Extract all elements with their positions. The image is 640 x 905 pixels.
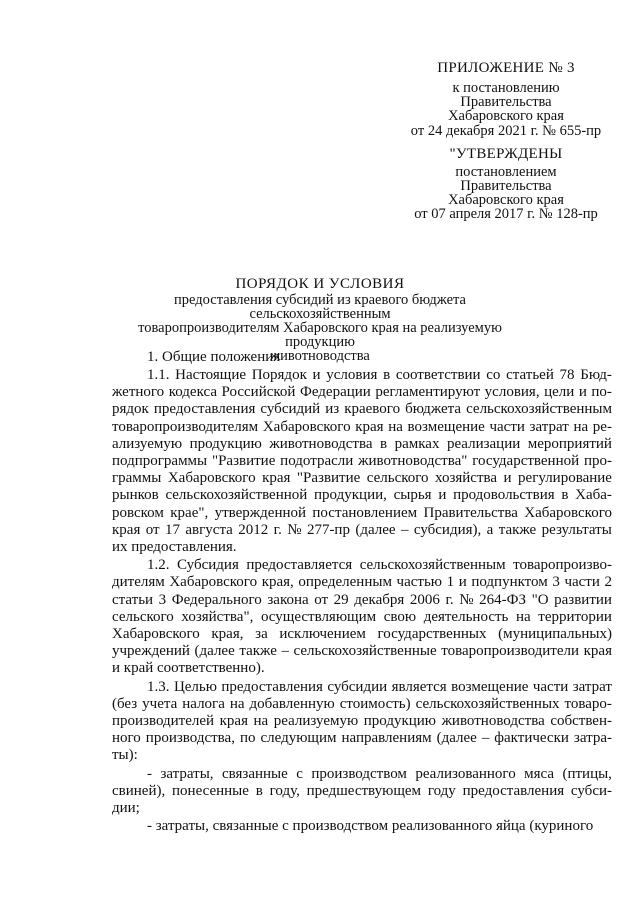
paragraph: [112, 557, 612, 677]
paragraph-line: - затраты, связанные с производством реализованного мяса (птицы,: [147, 765, 612, 782]
paragraph-line: производителей края на реализуемую продукцию животноводства собствен-: [112, 713, 612, 730]
paragraph-line: 1.2. Субсидия предоставляется сельскохозяйственным товаропроизво-: [147, 557, 612, 574]
paragraph-line: их предоставления.: [112, 539, 237, 556]
paragraph-line: дии;: [112, 800, 140, 817]
paragraph-line: Хабаровского края, за исключением государственных (муниципальных): [112, 626, 612, 643]
section-body: [112, 367, 612, 836]
appendix-date: от 24 декабря 2021 г. № 655-пр: [410, 123, 602, 139]
paragraph-line: свиней), понесенные в году, предшествующем году предоставления субси-: [112, 782, 612, 799]
paragraph-line: подпрограммы "Развитие подотрасли животноводства" государственной про-: [112, 453, 612, 470]
paragraph-line: края от 17 августа 2012 г. № 277-пр (далее – субсидия), а также результаты: [112, 521, 612, 538]
approved-date: от 07 апреля 2017 г. № 128-пр: [414, 206, 598, 222]
paragraph-line: ного производства, по следующим направлениям (далее – фактически затра-: [112, 730, 612, 747]
appendix-resolution: [386, 81, 626, 123]
paragraph: [112, 367, 612, 556]
paragraph: [112, 818, 612, 835]
paragraph-line: рядок предоставления субсидий из краевого бюджета сельскохозяйственным: [112, 401, 612, 418]
approved-resolution-line: постановлением: [455, 164, 557, 180]
paragraph-line: жетного кодекса Российской Федерации регламентируют условия, цели и по-: [112, 384, 612, 401]
document-subtitle-line: предоставления субсидий из краевого бюджета сельскохозяйственным: [174, 292, 466, 322]
document-subtitle-line: животноводства: [270, 348, 370, 364]
paragraph-line: ровском крае", утвержденной постановлением Правительства Хабаровского: [112, 504, 612, 521]
paragraph-line: 1.1. Настоящие Порядок и условия в соответствии со статьей 78 Бюд-: [147, 367, 612, 383]
paragraph-line: ты):: [112, 747, 138, 764]
paragraph-line: учреждений (далее также – сельскохозяйственные товаропроизводители края: [112, 643, 612, 660]
paragraph-gap: [112, 835, 612, 836]
appendix-resolution-line: Хабаровского края: [448, 108, 564, 124]
approved-resolution-line: Хабаровского края: [448, 192, 564, 208]
appendix-resolution-line: к постановлению: [452, 80, 560, 96]
paragraph-line: (без учета налога на добавленную стоимость) сельскохозяйственных товаро-: [112, 695, 612, 712]
approved-resolution: [386, 165, 626, 207]
paragraph-line: граммы Хабаровского края "Развитие сельского хозяйства и регулирование: [112, 470, 612, 487]
paragraph-line: и край соответственно).: [112, 660, 265, 677]
appendix-title: ПРИЛОЖЕНИЕ № 3: [437, 60, 575, 76]
paragraph: [112, 679, 612, 765]
paragraph-line: товаропроизводителям Хабаровского края на возмещение части затрат на ре-: [112, 418, 612, 435]
approved-title: "УТВЕРЖДЕНЫ: [449, 146, 563, 162]
paragraph-line: рынков сельскохозяйственной продукции, сырья и продовольствия в Хаба-: [112, 487, 612, 504]
paragraph-line: 1.3. Целью предоставления субсидии является возмещение части затрат: [147, 678, 612, 695]
paragraph-line: ализуемую продукцию животноводства в рамках реализации мероприятий: [112, 435, 612, 452]
paragraph-line: статьи 3 Федерального закона от 29 декабря 2006 г. № 264-ФЗ "О развитии: [112, 591, 612, 608]
approved-resolution-line: Правительства: [460, 178, 552, 194]
document-title: ПОРЯДОК И УСЛОВИЯ: [235, 276, 405, 292]
paragraph-line: дителям Хабаровского края, определенным частью 1 и подпунктом 3 части 2: [112, 574, 612, 591]
paragraph: [112, 766, 612, 818]
paragraph-line: сельского хозяйства", осуществляющим свою деятельность на территории: [112, 608, 612, 625]
paragraph-line: - затраты, связанные с производством реализованного яйца (куриного: [147, 818, 594, 835]
appendix-resolution-line: Правительства: [460, 94, 552, 110]
section-heading: 1. Общие положения: [147, 349, 281, 365]
document-subtitle-line: товаропроизводителям Хабаровского края на реализуемую продукцию: [138, 320, 502, 350]
